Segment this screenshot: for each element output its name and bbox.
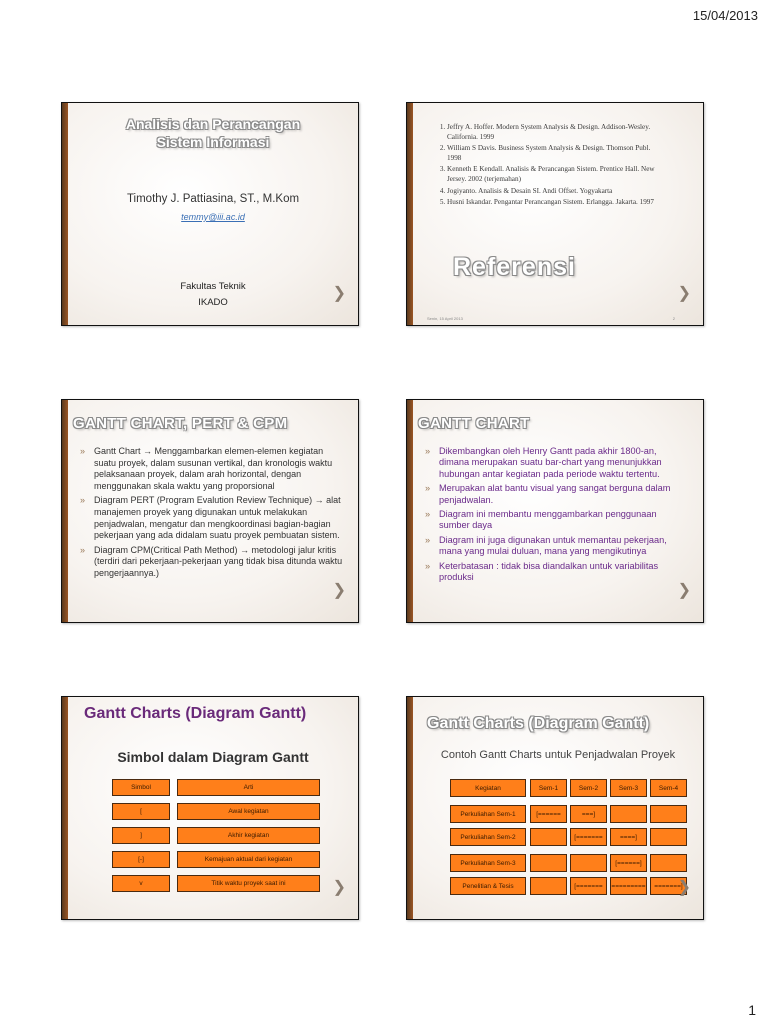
author-email-link[interactable]: temmy@iii.ac.id [181, 212, 245, 222]
slide-subheading: Contoh Gantt Charts untuk Penjadwalan Proyek [440, 749, 676, 761]
slide-heading: GANTT CHART [418, 415, 530, 432]
author-name: Timothy J. Pattiasina, ST., M.Kom [126, 193, 300, 205]
institution-name: IKADO [198, 297, 228, 308]
table-cell: ] [112, 827, 170, 844]
bullet-item: » Diagram PERT (Program Evalution Review Technique) → alat manajemen proyek yang digunakan untuk melakukan penjadwalan, mengatur dan mengkoordinasi bagian-bagian pekerjaan yang ada didalam suatu proyek pembuatan sistem. [80, 495, 344, 541]
table-cell [530, 854, 567, 872]
table-cell: v [112, 875, 170, 892]
table-cell: Kegiatan [450, 779, 526, 797]
table-cell [610, 805, 647, 823]
table-cell: Perkuliahan Sem-2 [450, 828, 526, 846]
faculty-info [68, 279, 358, 311]
table-cell: Titik waktu proyek saat ini [177, 875, 320, 892]
chevron-right-icon[interactable]: ❯ [332, 582, 346, 599]
page-date: 15/04/2013 [692, 8, 758, 23]
table-cell: Kemajuan aktual dari kegiatan [177, 851, 320, 868]
table-cell: Awal kegiatan [177, 803, 320, 820]
table-cell: [-] [112, 851, 170, 868]
bullet-item: » Gantt Chart → Menggambarkan elemen-elemen kegiatan suatu proyek, dalam susunan vertikal, dan kronologis waktu pelaksanaan proyek, dalam arah horizontal, dengan menggunakan skala waktu yang proporsional [80, 446, 344, 492]
slide-gantt-chart[interactable] [406, 399, 704, 623]
table-cell [570, 854, 607, 872]
bullet-list [80, 446, 344, 583]
table-cell: Sem-1 [530, 779, 567, 797]
chevron-right-icon[interactable]: ❯ [677, 582, 691, 599]
table-cell: [ [112, 803, 170, 820]
table-cell: Sem-3 [610, 779, 647, 797]
table-cell [650, 805, 687, 823]
table-cell: Penelitian & Tesis [450, 877, 526, 895]
faculty-name: Fakultas Teknik [180, 281, 246, 292]
reference-item: 5. Husni Iskandar. Pengantar Perancangan Sistem. Erlangga. Jakarta. 1997 [447, 198, 663, 208]
bullet-item: » Diagram ini membantu menggambarkan penggunaan sumber daya [425, 509, 689, 532]
table-cell [650, 854, 687, 872]
reference-item: 2. William S Davis. Business System Analysis & Design. Thomson Publ. 1998 [447, 144, 663, 163]
slide-heading: Referensi [453, 253, 576, 281]
slide-heading: Gantt Charts (Diagram Gantt) [84, 705, 307, 722]
slide-gantt-symbols[interactable] [61, 696, 359, 920]
slide-title-heading [68, 115, 358, 151]
table-cell: [====== [530, 805, 567, 823]
table-cell: Sem-4 [650, 779, 687, 797]
slide-references[interactable] [406, 102, 704, 326]
table-cell: [======= [570, 828, 607, 846]
title-line-1: Analisis dan Perancangan [125, 116, 301, 132]
bullet-list [425, 446, 689, 586]
reference-item: 4. Jogiyanto. Analisis & Desain SI. Andi Offset. Yogyakarta [447, 187, 663, 197]
slide-heading: Gantt Charts (Diagram Gantt) [427, 715, 650, 732]
table-cell [530, 877, 567, 895]
bullet-item: » Diagram ini juga digunakan untuk memantau pekerjaan, mana yang mulai duluan, mana yang mengikutinya [425, 535, 689, 558]
table-cell: ====] [610, 828, 647, 846]
bullet-item: » Keterbatasan : tidak bisa diandalkan untuk variabilitas produksi [425, 561, 689, 584]
table-cell: Akhir kegiatan [177, 827, 320, 844]
table-cell: [======] [610, 854, 647, 872]
table-cell: Arti [177, 779, 320, 796]
table-cell [650, 828, 687, 846]
table-cell: Perkuliahan Sem-3 [450, 854, 526, 872]
page-number: 1 [748, 1002, 756, 1018]
table-cell: Simbol [112, 779, 170, 796]
slide-footer-number: 2 [672, 316, 675, 321]
chevron-right-icon[interactable]: ❯ [677, 285, 691, 302]
table-cell: [======= [570, 877, 607, 895]
table-cell: ========= [610, 877, 647, 895]
table-cell [530, 828, 567, 846]
slide-heading: GANTT CHART, PERT & CPM [73, 415, 288, 432]
chevron-right-icon[interactable]: ❯ [332, 285, 346, 302]
slide-title[interactable] [61, 102, 359, 326]
table-cell: Sem-2 [570, 779, 607, 797]
slide-subheading: Simbol dalam Diagram Gantt [117, 749, 309, 765]
chevron-right-icon[interactable]: ❯ [332, 879, 346, 896]
bullet-item: » Merupakan alat bantu visual yang sangat berguna dalam penjadwalan. [425, 483, 689, 506]
table-cell: ===] [570, 805, 607, 823]
slide-footer-date: Senin, 15 April 2013 [427, 316, 463, 321]
reference-list [433, 123, 663, 210]
slide-gantt-pert-cpm[interactable] [61, 399, 359, 623]
bullet-item: » Dikembangkan oleh Henry Gantt pada akhir 1800-an, dimana merupakan suatu bar-chart yang menunjukkan hubungan antar kegiatan pada periode waktu tertentu. [425, 446, 689, 480]
chevron-right-icon[interactable]: ❯ [677, 879, 691, 896]
table-cell: Perkuliahan Sem-1 [450, 805, 526, 823]
slide-gantt-example[interactable] [406, 696, 704, 920]
table-cell: =======] [650, 877, 687, 895]
bullet-item: » Diagram CPM(Critical Path Method) → metodologi jalur kritis (terdiri dari pekerjaan-pekerjaan yang tidak bisa ditunda waktu pengerjaannya.) [80, 545, 344, 580]
title-line-2: Sistem Informasi [156, 134, 270, 150]
reference-item: 1. Jeffry A. Hoffer. Modern System Analysis & Design. Addison-Wesley. California. 1999 [447, 123, 663, 142]
reference-item: 3. Kenneth E Kendall. Analisis & Perancangan Sistem. Prentice Hall. New Jersey. 2002 (terjemahan) [447, 165, 663, 184]
